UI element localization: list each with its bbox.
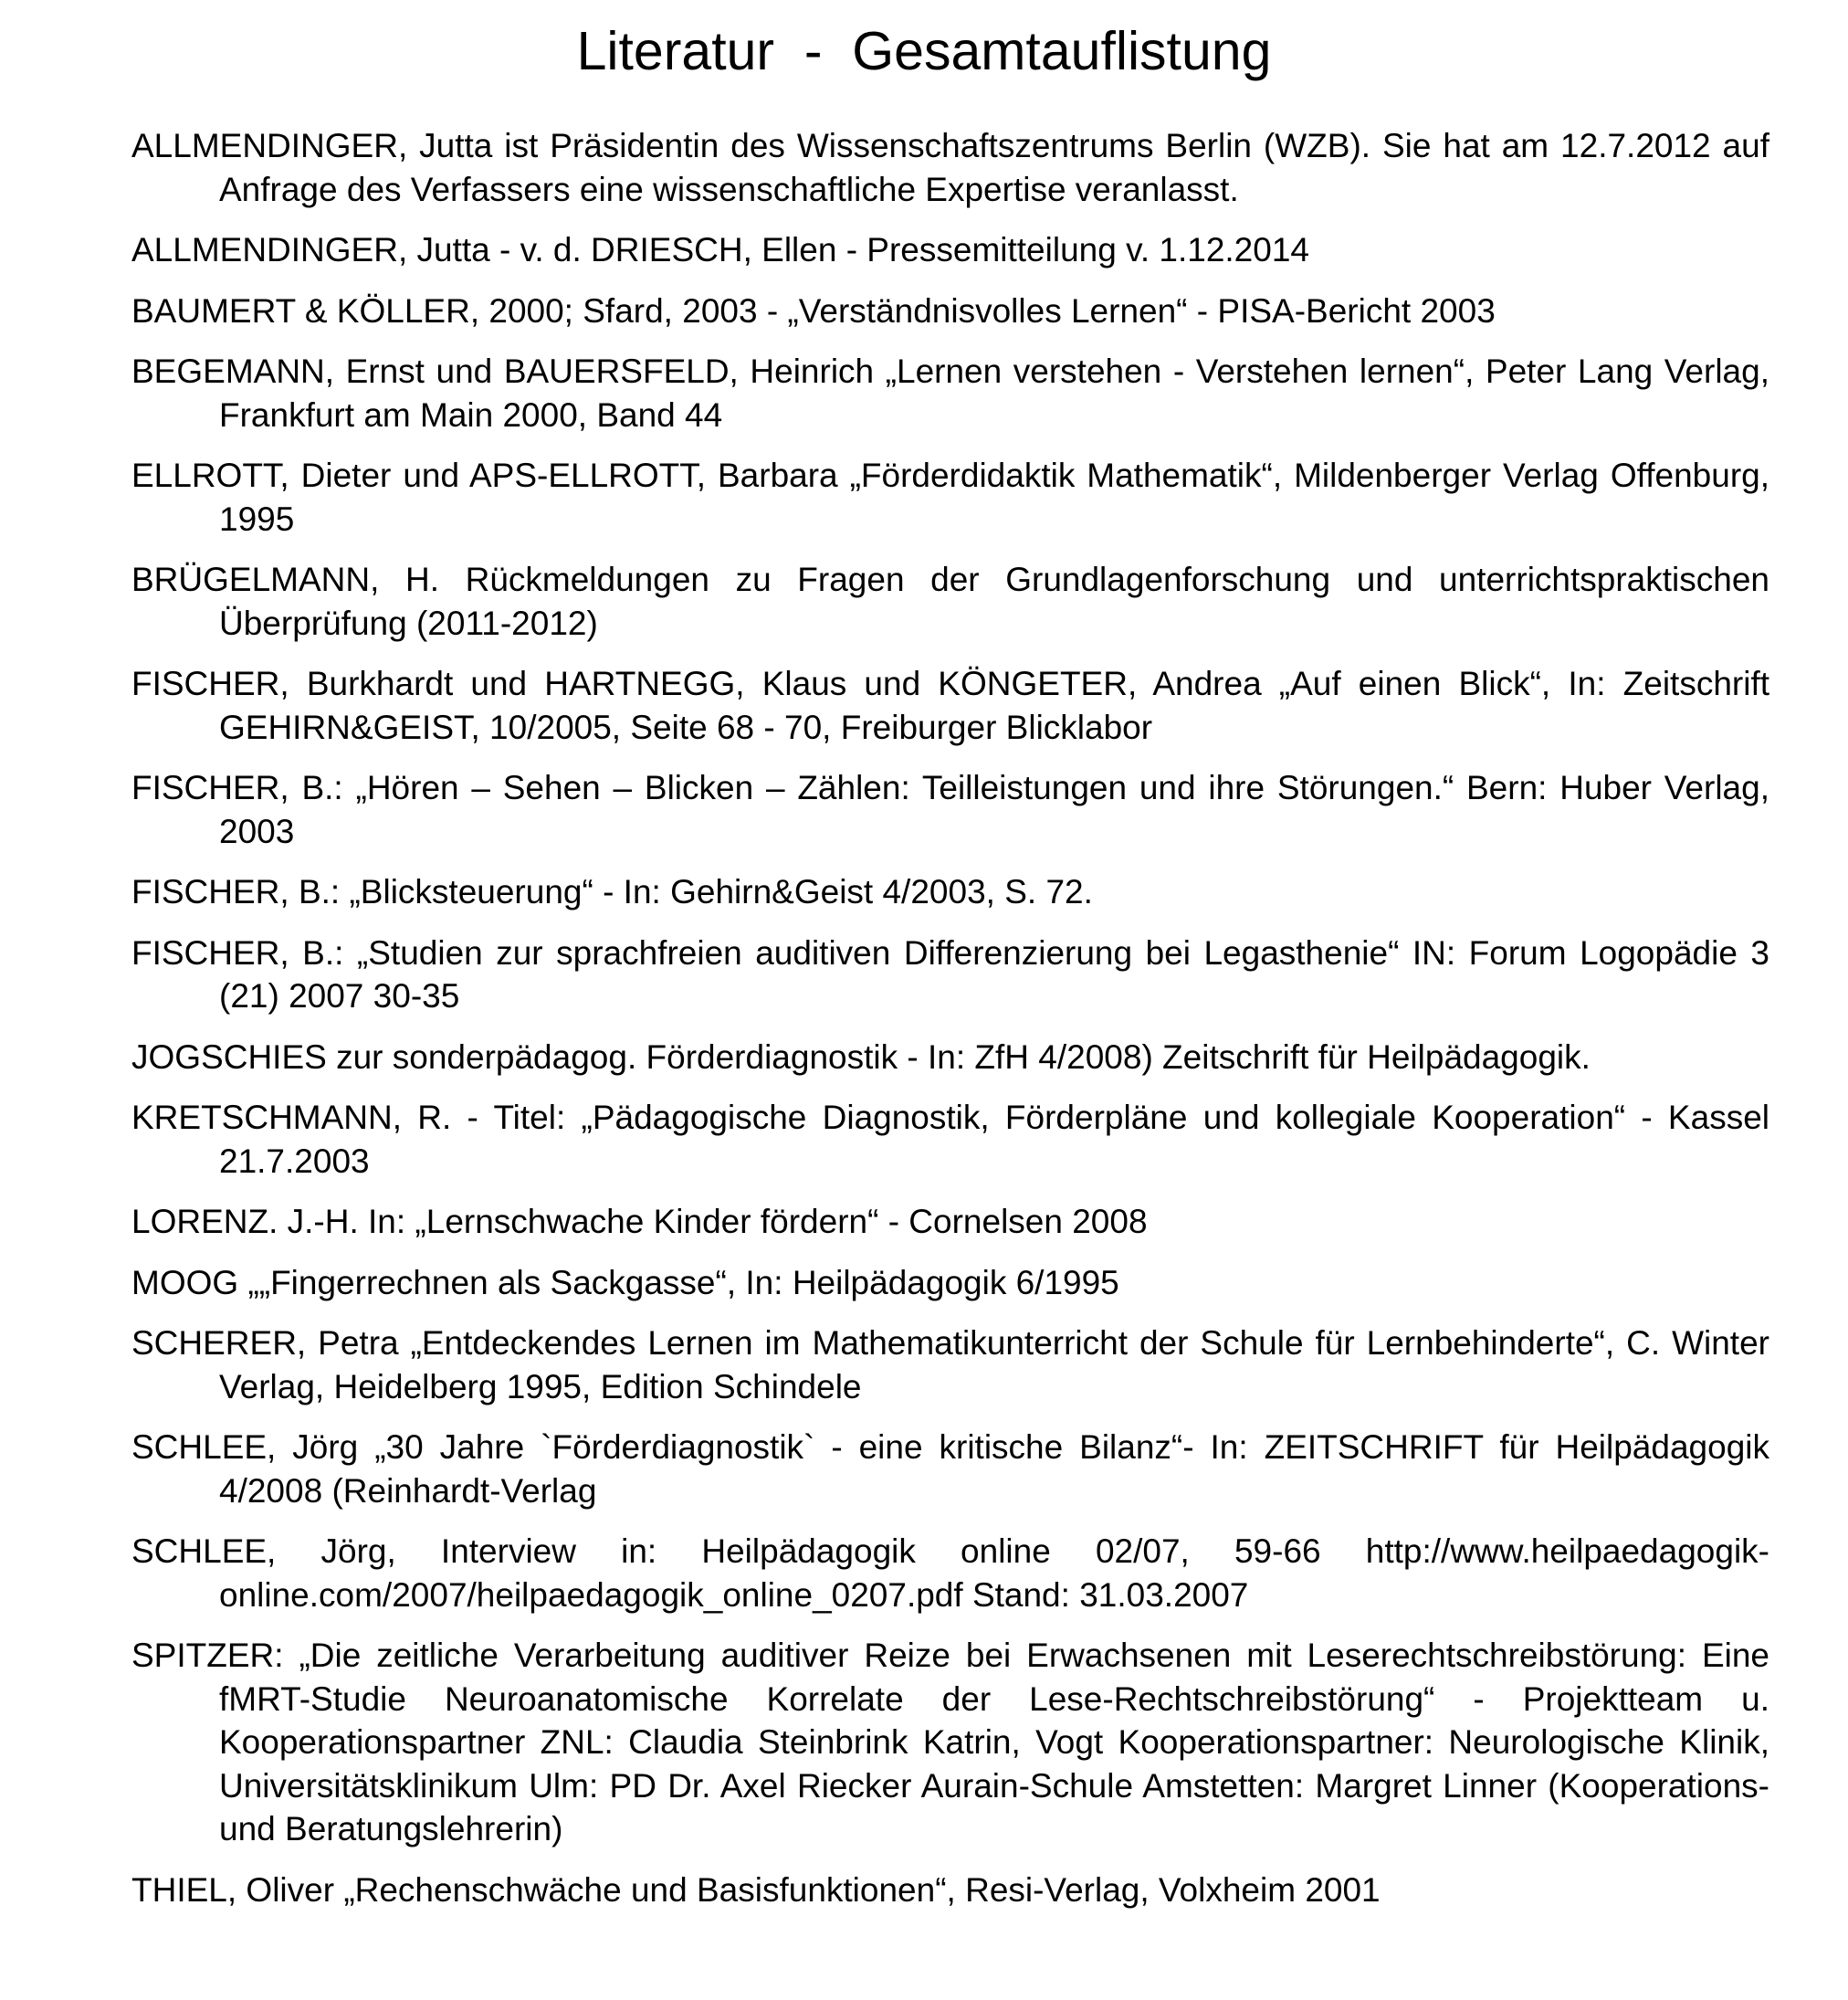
reference-entry: SCHLEE, Jörg, Interview in: Heilpädagogik online 02/07, 59-66 http://www.heilpaedagogik-online.com/2007/heilpaedagogik_online_0207.pdf Stand: 31.03.2007 (131, 1532, 1769, 1614)
reference-entry: FISCHER, Burkhardt und HARTNEGG, Klaus und KÖNGETER, Andrea „Auf einen Blick“, In: Zeitschrift GEHIRN&GEIST, 10/2005, Seite 68 - 70, Freiburger Blicklabor (131, 665, 1769, 746)
reference-entry: FISCHER, B.: „Hören – Sehen – Blicken – Zählen: Teilleistungen und ihre Störungen.“ Bern: Huber Verlag, 2003 (131, 769, 1769, 850)
reference-entry: ELLROTT, Dieter und APS-ELLROTT, Barbara „Förderdidaktik Mathematik“, Mildenberger Verlag Offenburg, 1995 (131, 457, 1769, 538)
reference-entry: BAUMERT & KÖLLER, 2000; Sfard, 2003 - „Verständnisvolles Lernen“ - PISA-Bericht 2003 (131, 291, 1496, 330)
reference-entry: KRETSCHMANN, R. - Titel: „Pädagogische Diagnostik, Förderpläne und kollegiale Kooperation“ - Kassel 21.7.2003 (131, 1099, 1769, 1180)
reference-list (131, 124, 1769, 1929)
reference-entry: BRÜGELMANN, H. Rückmeldungen zu Fragen der Grundlagenforschung und unterrichtspraktischen Überprüfung (2011-2012) (131, 561, 1769, 642)
reference-entry: JOGSCHIES zur sonderpädagog. Förderdiagnostik - In: ZfH 4/2008) Zeitschrift für Heilpädagogik. (131, 1037, 1591, 1076)
reference-entry: LORENZ. J.-H. In: „Lernschwache Kinder fördern“ - Cornelsen 2008 (131, 1203, 1148, 1240)
reference-entry: FISCHER, B.: „Studien zur sprachfreien auditiven Differenzierung bei Legasthenie“ IN: Forum Logopädie 3 (21) 2007 30-35 (131, 933, 1769, 1015)
reference-entry: FISCHER, B.: „Blicksteuerung“ - In: Gehirn&Geist 4/2003, S. 72. (131, 873, 1093, 911)
reference-entry: MOOG „„Fingerrechnen als Sackgasse“, In: Heilpädagogik 6/1995 (131, 1263, 1119, 1301)
reference-entry: BEGEMANN, Ernst und BAUERSFELD, Heinrich „Lernen verstehen - Verstehen lernen“, Peter Lang Verlag, Frankfurt am Main 2000, Band 44 (131, 353, 1769, 434)
reference-entry: SCHLEE, Jörg „30 Jahre `Förderdiagnostik` - eine kritische Bilanz“- In: ZEITSCHRIFT für Heilpädagogik 4/2008 (Reinhardt-Verlag (131, 1428, 1769, 1510)
reference-entry: ALLMENDINGER, Jutta ist Präsidentin des Wissenschaftszentrums Berlin (WZB). Sie hat am 12.7.2012 auf Anfrage des Verfassers eine wissenschaftliche Expertise veranlasst. (131, 127, 1769, 208)
reference-entry: SCHERER, Petra „Entdeckendes Lernen im Mathematikunterricht der Schule für Lernbehinderte“, C. Winter Verlag, Heidelberg 1995, Edition Schindele (131, 1324, 1769, 1405)
reference-entry: ALLMENDINGER, Jutta - v. d. DRIESCH, Ellen - Pressemitteilung v. 1.12.2014 (131, 231, 1309, 268)
reference-entry: THIEL, Oliver „Rechenschwäche und Basisfunktionen“, Resi-Verlag, Volxheim 2001 (131, 1870, 1381, 1909)
reference-entry: SPITZER: „Die zeitliche Verarbeitung auditiver Reize bei Erwachsenen mit Leserechtschreibstörung: Eine fMRT-Studie Neuroanatomische Korrelate der Lese-Rechtschreibstörung“ - Projektteam u. Kooperationspartner ZNL: Claudia Steinbrink Katrin, Vogt Kooperationspartner: Neurologische Klinik, Universitätsklinikum Ulm: PD Dr. Axel Riecker Aurain-Schule Amstetten: Margret Linner (Kooperations- und Beratungslehrerin) (131, 1637, 1769, 1847)
page-title: Literatur - Gesamtauflistung (576, 21, 1272, 81)
